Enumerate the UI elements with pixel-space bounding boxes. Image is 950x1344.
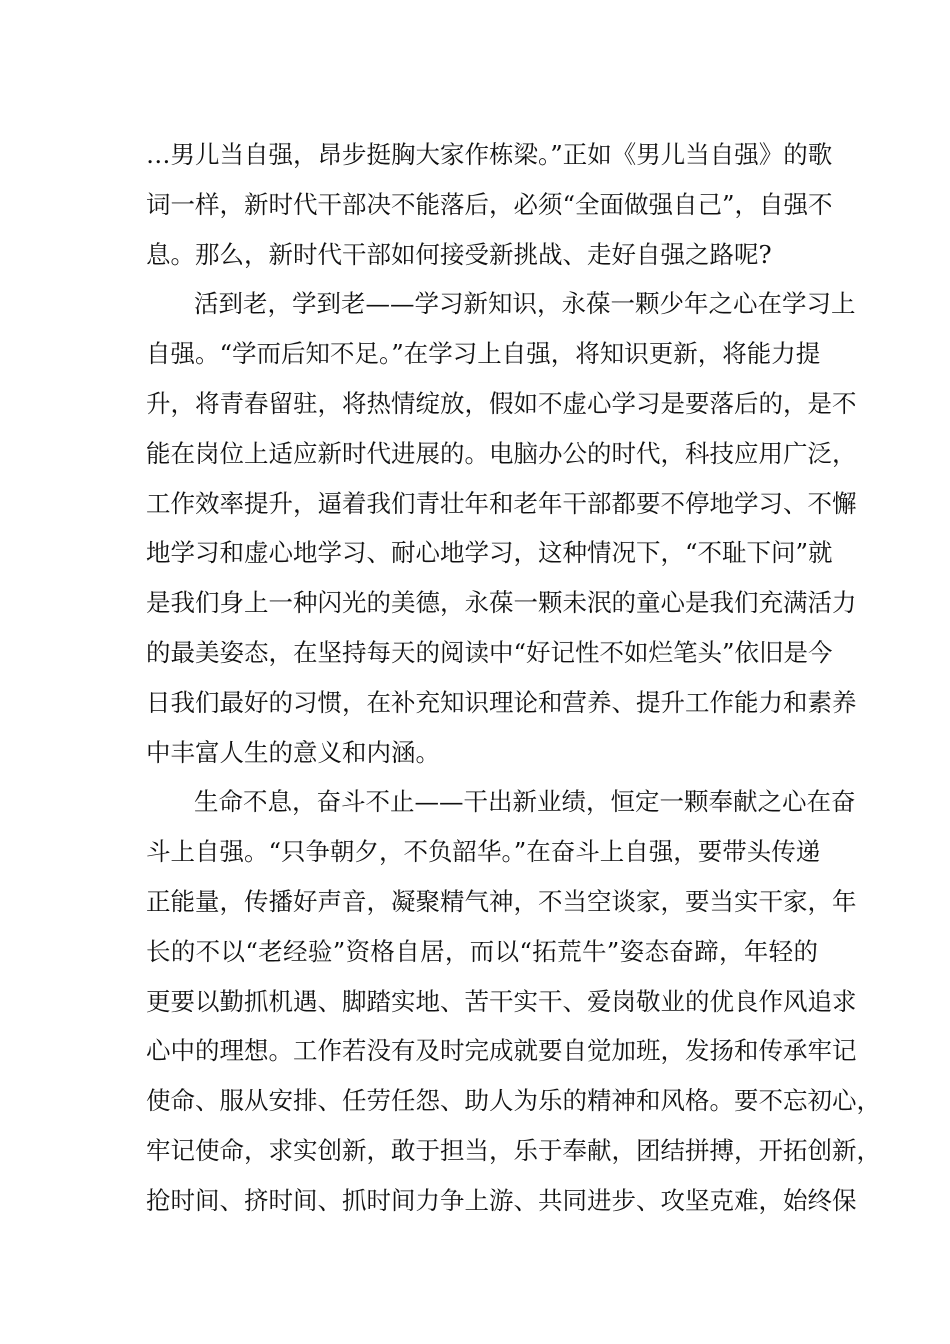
text-line: 息。那么，新时代干部如何接受新挑战、走好自强之路呢? [146,239,772,269]
text-line: 是我们身上一种闪光的美德，永葆一颗未泯的童心是我们充满活力 [146,588,857,618]
text-line: 能在岗位上适应新时代进展的。电脑办公的时代，科技应用广泛， [146,438,857,468]
document-body [146,130,881,1226]
text-line: 的最美姿态，在坚持每天的阅读中“好记性不如烂笔头”依旧是今 [146,637,833,667]
text-line: 长的不以“老经验”资格自居，而以“拓荒牛”姿态奋蹄，年轻的 [146,936,818,966]
text-line: 中丰富人生的意义和内涵。 [146,737,440,767]
paragraph-first-line: 生命不息，奋斗不止——干出新业绩，恒定一颗奉献之心在奋 [194,787,856,817]
text-line: 工作效率提升，逼着我们青壮年和老年干部都要不停地学习、不懈 [146,488,857,518]
text-line: 日我们最好的习惯，在补充知识理论和营养、提升工作能力和素养 [146,687,857,717]
text-line: 升，将青春留驻，将热情绽放，假如不虚心学习是要落后的，是不 [146,388,857,418]
text-line: …男儿当自强，昂步挺胸大家作栋梁。”正如《男儿当自强》的歌 [146,140,833,169]
text-line: 词一样，新时代干部决不能落后，必须“全面做强自己”，自强不 [146,189,833,219]
text-line: 使命、服从安排、任劳任怨、助人为乐的精神和风格。要不忘初心， [146,1086,881,1116]
text-line: 自强。“学而后知不足。”在学习上自强，将知识更新，将能力提 [146,339,821,369]
text-line: 牢记使命，求实创新，敢于担当，乐于奉献，团结拼搏，开拓创新， [146,1135,881,1165]
text-line: 地学习和虚心地学习、耐心地学习，这种情况下，“不耻下问”就 [146,538,833,568]
paragraph-first-line: 活到老，学到老——学习新知识，永葆一颗少年之心在学习上 [194,289,856,319]
text-line: 抢时间、挤时间、抓时间力争上游、共同进步、攻坚克难，始终保 [146,1185,857,1215]
text-line: 更要以勤抓机遇、脚踏实地、苦干实干、爱岗敬业的优良作风追求 [146,986,857,1016]
text-line: 正能量，传播好声音，凝聚精气神，不当空谈家，要当实干家，年 [146,886,857,916]
text-line: 心中的理想。工作若没有及时完成就要自觉加班，发扬和传承牢记 [146,1036,857,1066]
text-line: 斗上自强。“只争朝夕，不负韶华。”在奋斗上自强，要带头传递 [146,837,821,867]
